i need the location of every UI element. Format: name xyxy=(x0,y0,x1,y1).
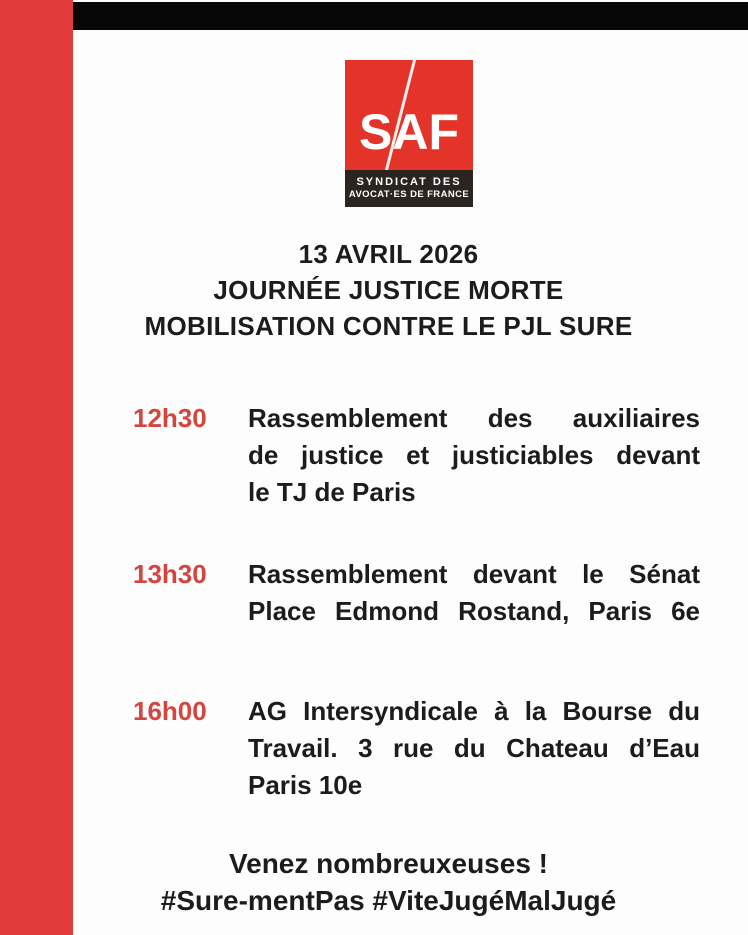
event-schedule xyxy=(133,400,700,804)
poster-title-block xyxy=(73,236,704,344)
entry-line: Travail. 3 rue du Chateau d’Eau xyxy=(248,733,700,763)
entry-description xyxy=(248,693,700,804)
saf-logo-org-bar xyxy=(345,170,473,207)
left-red-stripe xyxy=(0,0,73,935)
entry-line: AG Intersyndicale à la Bourse du xyxy=(248,696,700,726)
entry-time: 12h30 xyxy=(133,403,207,433)
top-black-bar xyxy=(73,2,748,30)
entry-description xyxy=(248,556,700,630)
footer-hashtags: #Sure-mentPas #ViteJugéMalJugé xyxy=(160,885,617,916)
org-name-line2: AVOCAT·ES DE FRANCE xyxy=(348,189,470,201)
event-title: JOURNÉE JUSTICE MORTE xyxy=(213,275,564,305)
schedule-entry-1330 xyxy=(133,556,700,630)
entry-line: Rassemblement devant le Sénat xyxy=(248,559,700,589)
saf-logo-square xyxy=(345,60,473,170)
entry-line: le TJ de Paris xyxy=(248,477,416,507)
schedule-entry-1600 xyxy=(133,693,700,804)
footer-callout: Venez nombreuxeuses ! xyxy=(228,848,548,879)
entry-line: Paris 10e xyxy=(248,770,363,800)
entry-line: Place Edmond Rostand, Paris 6e xyxy=(248,596,700,626)
saf-logo-acronym: SAF xyxy=(359,104,459,160)
footer-block xyxy=(73,845,704,919)
entry-line: de justice et justiciables devant xyxy=(248,440,700,470)
org-name-line1: SYNDICAT DES xyxy=(356,176,462,189)
entry-description xyxy=(248,400,700,511)
schedule-entry-1230 xyxy=(133,400,700,511)
entry-time: 16h00 xyxy=(133,696,207,726)
saf-logo xyxy=(345,60,473,207)
event-subtitle: MOBILISATION CONTRE LE PJL SURE xyxy=(144,311,633,341)
entry-time: 13h30 xyxy=(133,559,207,589)
event-date: 13 AVRIL 2026 xyxy=(298,239,479,269)
entry-line: Rassemblement des auxiliaires xyxy=(248,403,700,433)
